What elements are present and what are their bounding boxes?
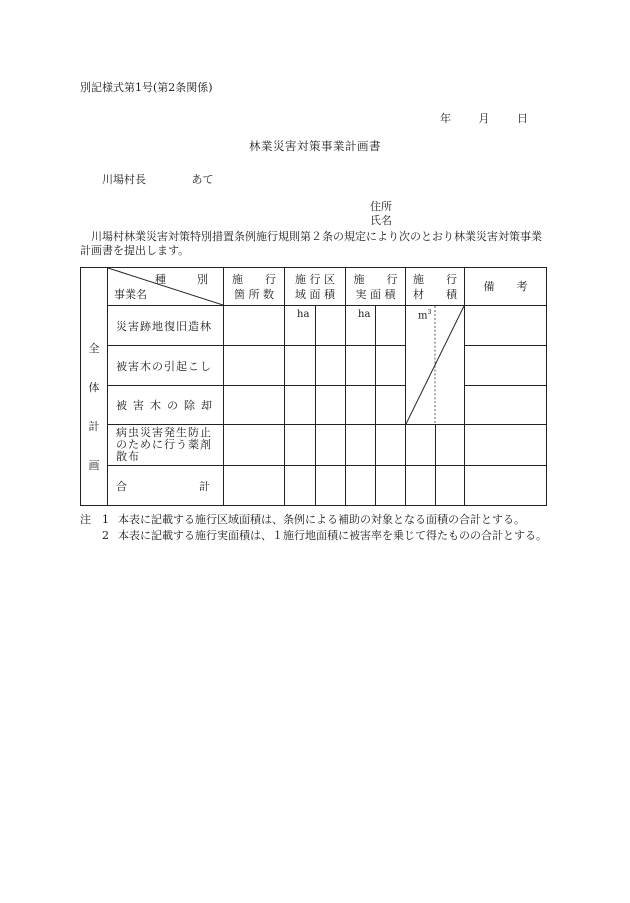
row-label-pest-control-text: 病虫災害発生防止のために行う薬剤散布 (116, 426, 212, 463)
notes (80, 513, 560, 545)
side-label-char: 計 (88, 419, 100, 433)
unit-ha: ha (358, 309, 371, 320)
header-site-count-line2: 箇 所 数 (234, 287, 274, 301)
side-label-cell (81, 268, 108, 506)
row-label-raising: 被害木の引起こし (108, 346, 224, 386)
header-volume (406, 268, 465, 306)
total-label-right: 計 (199, 479, 211, 493)
addressee-suffix: あて (191, 173, 214, 186)
note-text: 本表に記載する施行区域面積は、条例による補助の対象となる面積の合計とする。 (118, 513, 525, 526)
note-text: 本表に記載する施行実面積は、１施行地面積に被害率を乗じて得たものの合計とする。 (118, 529, 547, 542)
cell-actual-area-decimal[interactable] (376, 386, 406, 425)
header-volume-line1: 施 行 (413, 272, 457, 286)
cell-actual-area-decimal[interactable] (376, 425, 406, 466)
cell-actual-area[interactable] (346, 306, 376, 346)
cell-actual-area[interactable] (346, 346, 376, 386)
addressee (102, 171, 214, 187)
cell-volume-decimal-total[interactable] (436, 466, 465, 506)
cell-site-count[interactable] (224, 346, 285, 386)
cell-actual-area-decimal[interactable] (376, 306, 406, 346)
date-year-label: 年 (440, 112, 451, 125)
header-actual-area (346, 268, 406, 306)
table-row (81, 306, 547, 346)
cell-volume[interactable] (406, 425, 436, 466)
cell-site-count[interactable] (224, 386, 285, 425)
side-label-char: 全 (88, 341, 100, 355)
cell-site-count-total[interactable] (224, 466, 285, 506)
cell-zone-area-decimal[interactable] (316, 306, 346, 346)
note-number: 1 (102, 513, 109, 526)
header-remarks (465, 268, 547, 306)
note-number: 2 (102, 529, 109, 542)
cell-remarks[interactable] (465, 386, 547, 425)
cell-zone-area[interactable] (285, 346, 316, 386)
cell-remarks[interactable] (465, 425, 547, 466)
date-day-label: 日 (517, 112, 528, 125)
header-remarks-label: 備 考 (483, 280, 528, 293)
unit-ha: ha (297, 309, 310, 320)
header-actual-area-line1: 施 行 (353, 272, 398, 286)
table-row (81, 346, 547, 386)
header-zone-area-line1: 施 行 区 (295, 272, 335, 286)
cell-zone-area[interactable] (285, 306, 316, 346)
kind-label: 種 別 (155, 273, 218, 286)
header-zone-area-line2: 域 面 積 (295, 287, 335, 301)
cell-remarks-total[interactable] (465, 466, 547, 506)
cell-actual-area-decimal[interactable] (376, 346, 406, 386)
row-label-total (108, 466, 224, 506)
side-label-char: 画 (88, 458, 100, 472)
table-total-row (81, 466, 547, 506)
preamble (80, 230, 550, 258)
cell-actual-area[interactable] (346, 386, 376, 425)
note-item (80, 513, 560, 527)
cell-site-count[interactable] (224, 306, 285, 346)
row-label-removal: 被害木の除却 (108, 386, 224, 425)
cell-zone-area[interactable] (285, 425, 316, 466)
table-row (81, 425, 547, 466)
note-item (80, 529, 560, 543)
header-site-count-line1: 施 行 (232, 272, 276, 286)
cell-actual-area-decimal-total[interactable] (376, 466, 406, 506)
table-header-row (81, 268, 547, 306)
cell-site-count[interactable] (224, 425, 285, 466)
unit-cubic-meter: $m^3$ (418, 309, 432, 322)
header-volume-line2: 材 積 (413, 287, 457, 301)
row-label-reforestation: 災害跡地復旧造林 (108, 306, 224, 346)
project-label: 事業名 (114, 288, 147, 301)
address-label: 住所 (370, 200, 392, 213)
header-zone-area (285, 268, 346, 306)
addressee-name: 川場村長 (102, 173, 146, 186)
volume-cell-merged[interactable] (406, 306, 465, 425)
total-label-left: 合 (116, 479, 128, 493)
cell-zone-area-total[interactable] (285, 466, 316, 506)
cell-zone-area-decimal[interactable] (316, 346, 346, 386)
cell-zone-area-decimal[interactable] (316, 425, 346, 466)
side-label-char: 体 (88, 380, 100, 394)
cell-zone-area-decimal[interactable] (316, 386, 346, 425)
note-prefix-blank (80, 529, 102, 543)
preamble-text: 川場村林業災害対策特別措置条例施行規則第２条の規定により次のとおり林業災害対策事業計画書を提出します。 (80, 230, 542, 257)
form-number: 別記様式第1号(第2条関係) (80, 81, 213, 94)
row-label-pest-control (108, 425, 224, 466)
cell-actual-area[interactable] (346, 425, 376, 466)
volume-diagonal-line (406, 306, 464, 424)
cell-remarks[interactable] (465, 306, 547, 346)
note-prefix: 注 (80, 513, 91, 526)
cell-remarks[interactable] (465, 346, 547, 386)
cell-actual-area-total[interactable] (346, 466, 376, 506)
document-title: 林業災害対策事業計画書 (249, 139, 381, 153)
table-row (81, 386, 547, 425)
plan-table (80, 267, 547, 506)
name-label: 氏名 (370, 214, 392, 227)
kind-project-header (108, 268, 224, 306)
date-month-label: 月 (478, 112, 490, 125)
cell-volume-total[interactable] (406, 466, 436, 506)
header-actual-area-line2: 実 面 積 (355, 287, 396, 301)
cell-volume-decimal[interactable] (436, 425, 465, 466)
cell-zone-area-decimal-total[interactable] (316, 466, 346, 506)
header-site-count (224, 268, 285, 306)
applicant-block (370, 200, 392, 228)
cell-zone-area[interactable] (285, 386, 316, 425)
date-line (440, 110, 528, 126)
